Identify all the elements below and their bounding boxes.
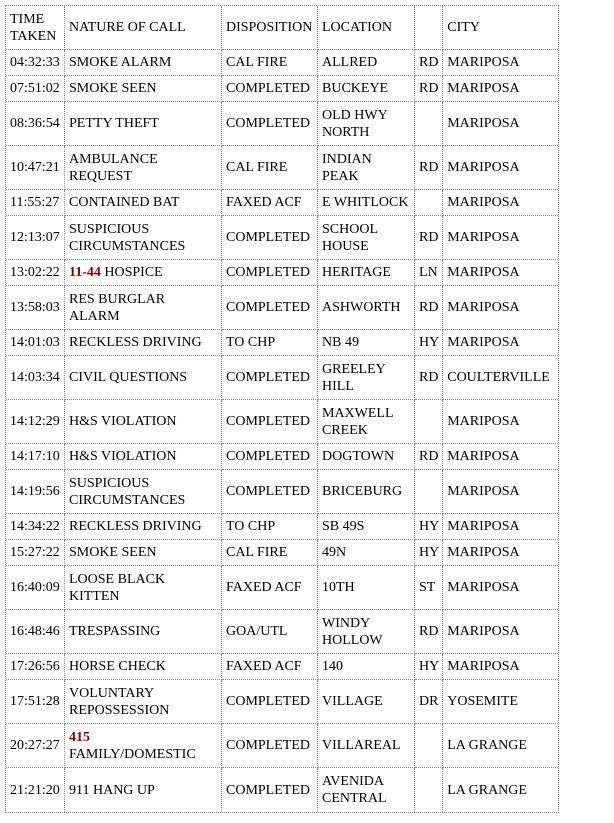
location-cell: INDIAN PEAK [318,146,415,190]
street-suffix-cell: HY [415,514,443,540]
disposition-cell: FAXED ACF [222,190,318,216]
street-suffix-cell: ST [415,566,443,610]
disposition-cell: COMPLETED [222,260,318,286]
city-cell: MARIPOSA [443,514,558,540]
table-row [6,76,558,102]
nature-cell [65,356,222,400]
nature-text: CIVIL QUESTIONS [69,370,188,385]
header-nature: NATURE OF CALL [65,6,222,50]
city-cell: MARIPOSA [443,260,558,286]
time-cell: 07:51:02 [6,76,65,102]
nature-text: LOOSE BLACK KITTEN [69,571,166,604]
time-cell: 13:02:22 [6,260,65,286]
street-suffix-cell: HY [415,540,443,566]
nature-cell [65,260,222,286]
time-cell: 15:27:22 [6,540,65,566]
table-row [6,566,558,610]
city-cell: LA GRANGE [443,724,558,768]
time-cell: 10:47:21 [6,146,65,190]
location-cell: BRICEBURG [318,470,415,514]
disposition-cell: FAXED ACF [222,566,318,610]
nature-cell [65,470,222,514]
city-cell: MARIPOSA [443,102,558,146]
table-row [6,102,558,146]
nature-text: RECKLESS DRIVING [69,335,202,350]
city-cell: MARIPOSA [443,400,558,444]
table-row [6,680,558,724]
location-cell: SB 49S [318,514,415,540]
nature-text: 911 HANG UP [69,782,155,798]
time-cell: 12:13:07 [6,216,65,260]
table-row [6,540,558,566]
location-cell: SCHOOL HOUSE [318,216,415,260]
table-row [6,286,558,330]
street-suffix-cell: HY [415,330,443,356]
location-cell: 10TH [318,566,415,610]
time-cell: 14:19:56 [6,470,65,514]
table-row [6,260,558,286]
nature-text: SMOKE SEEN [69,545,157,560]
nature-text: H&S VIOLATION [69,414,177,429]
disposition-cell: COMPLETED [222,216,318,260]
nature-text: SMOKE SEEN [69,81,157,96]
disposition-cell: COMPLETED [222,286,318,330]
call-log-body [6,50,558,812]
disposition-cell: COMPLETED [222,680,318,724]
time-cell: 13:58:03 [6,286,65,330]
disposition-cell: COMPLETED [222,102,318,146]
time-cell: 20:27:27 [6,724,65,768]
table-row [6,50,558,76]
time-cell: 14:01:03 [6,330,65,356]
city-cell: LA GRANGE [447,782,527,798]
location-cell: DOGTOWN [318,444,415,470]
city-cell: MARIPOSA [443,190,558,216]
street-suffix-cell [415,102,443,146]
call-log-table [5,5,559,813]
street-suffix-cell: RD [415,76,443,102]
nature-text: TRESPASSING [69,624,161,639]
nature-text: SUSPICIOUS CIRCUMSTANCES [69,475,186,508]
table-row [6,654,558,680]
nature-cell [65,724,222,768]
nature-text: PETTY THEFT [69,116,159,131]
header-time: TIME TAKEN [6,6,65,50]
location-cell: AVENIDA CENTRAL [318,768,415,812]
disposition-cell: COMPLETED [222,444,318,470]
table-row [6,216,558,260]
location-cell: ASHWORTH [318,286,415,330]
street-suffix-cell: RD [415,146,443,190]
call-code: 415 [69,729,90,745]
street-suffix-cell [415,400,443,444]
street-suffix-cell: DR [415,680,443,724]
city-cell: MARIPOSA [443,286,558,330]
city-cell: MARIPOSA [443,50,558,76]
header-city: CITY [443,6,558,50]
nature-text: SMOKE ALARM [69,55,172,70]
time-cell: 17:26:56 [6,654,65,680]
nature-cell [65,540,222,566]
time-cell: 14:17:10 [6,444,65,470]
nature-cell [65,400,222,444]
disposition-cell: COMPLETED [222,400,318,444]
city-cell: MARIPOSA [443,566,558,610]
location-cell: GREELEY HILL [318,356,415,400]
city-cell: MARIPOSA [443,470,558,514]
nature-cell [65,330,222,356]
header-location: LOCATION [318,6,415,50]
location-cell: 140 [318,654,415,680]
nature-text: AMBULANCE REQUEST [69,151,158,184]
table-row [6,356,558,400]
time-cell: 04:32:33 [6,50,65,76]
city-cell: MARIPOSA [443,216,558,260]
street-suffix-cell [415,470,443,514]
city-cell: MARIPOSA [443,76,558,102]
nature-cell [65,190,222,216]
table-row [6,610,558,654]
header-row [6,6,558,50]
time-cell: 14:12:29 [6,400,65,444]
disposition-cell: COMPLETED [222,724,318,768]
disposition-cell: CAL FIRE [222,146,318,190]
location-cell: NB 49 [318,330,415,356]
time-cell: 14:34:22 [6,514,65,540]
nature-text: FAMILY/DOMESTIC [69,746,196,762]
location-cell: MAXWELL CREEK [318,400,415,444]
table-row [6,768,558,812]
nature-cell [65,286,222,330]
disposition-cell: CAL FIRE [222,540,318,566]
street-suffix-cell: LN [415,260,443,286]
nature-text: H&S VIOLATION [69,449,177,464]
time-cell: 08:36:54 [6,102,65,146]
time-cell: 21:21:20 [6,768,65,812]
nature-cell [65,76,222,102]
header-disposition: DISPOSITION [222,6,318,50]
location-cell: HERITAGE [318,260,415,286]
nature-cell [65,50,222,76]
header-suffix [415,6,443,50]
time-cell: 17:51:28 [6,680,65,724]
street-suffix-cell: RD [415,610,443,654]
street-suffix-cell: RD [415,286,443,330]
table-row [6,724,558,768]
time-cell: 14:03:34 [6,356,65,400]
nature-cell [65,146,222,190]
table-row [6,330,558,356]
nature-cell [65,102,222,146]
street-suffix-cell: RD [415,356,443,400]
table-row [6,190,558,216]
location-cell: E WHITLOCK [318,190,415,216]
table-row [6,514,558,540]
disposition-cell: TO CHP [222,514,318,540]
nature-text: VOLUNTARY REPOSSESSION [69,685,170,718]
disposition-cell: TO CHP [222,330,318,356]
nature-cell [65,566,222,610]
city-cell: MARIPOSA [443,540,558,566]
time-cell: 16:40:09 [6,566,65,610]
disposition-cell: GOA/UTL [222,610,318,654]
disposition-cell: COMPLETED [222,470,318,514]
nature-cell [65,216,222,260]
nature-text: CONTAINED BAT [69,195,180,210]
street-suffix-cell: RD [415,216,443,260]
street-suffix-cell [415,724,443,768]
location-cell: WINDY HOLLOW [318,610,415,654]
city-cell: MARIPOSA [443,330,558,356]
nature-cell [65,444,222,470]
table-row [6,444,558,470]
disposition-cell: COMPLETED [222,768,318,812]
street-suffix-cell: RD [415,444,443,470]
location-cell: BUCKEYE [318,76,415,102]
city-cell: MARIPOSA [443,610,558,654]
disposition-cell: COMPLETED [222,76,318,102]
nature-cell [65,768,222,812]
nature-text: RECKLESS DRIVING [69,519,202,534]
nature-text: SUSPICIOUS CIRCUMSTANCES [69,221,186,254]
nature-text: HORSE CHECK [69,659,166,674]
location-cell: 49N [318,540,415,566]
nature-cell [65,680,222,724]
time-cell: 16:48:46 [6,610,65,654]
nature-text: HOSPICE [104,265,163,280]
disposition-cell: CAL FIRE [222,50,318,76]
location-cell: OLD HWY NORTH [318,102,415,146]
city-cell: MARIPOSA [443,654,558,680]
location-cell: VILLAREAL [318,724,415,768]
disposition-cell: FAXED ACF [222,654,318,680]
nature-cell [65,610,222,654]
nature-cell [65,654,222,680]
city-cell: YOSEMITE [443,680,558,724]
street-suffix-cell: HY [415,654,443,680]
nature-cell [65,514,222,540]
street-suffix-cell [415,768,443,812]
location-cell: VILLAGE [318,680,415,724]
call-code: 11-44 [69,265,101,280]
table-row [6,470,558,514]
table-row [6,400,558,444]
city-cell: COULTERVILLE [443,356,558,400]
table-row [6,146,558,190]
street-suffix-cell: RD [415,50,443,76]
street-suffix-cell [415,190,443,216]
time-cell: 11:55:27 [6,190,65,216]
city-cell: MARIPOSA [443,146,558,190]
nature-text: RES BURGLAR ALARM [69,291,166,324]
city-cell: MARIPOSA [443,444,558,470]
disposition-cell: COMPLETED [222,356,318,400]
location-cell: ALLRED [318,50,415,76]
